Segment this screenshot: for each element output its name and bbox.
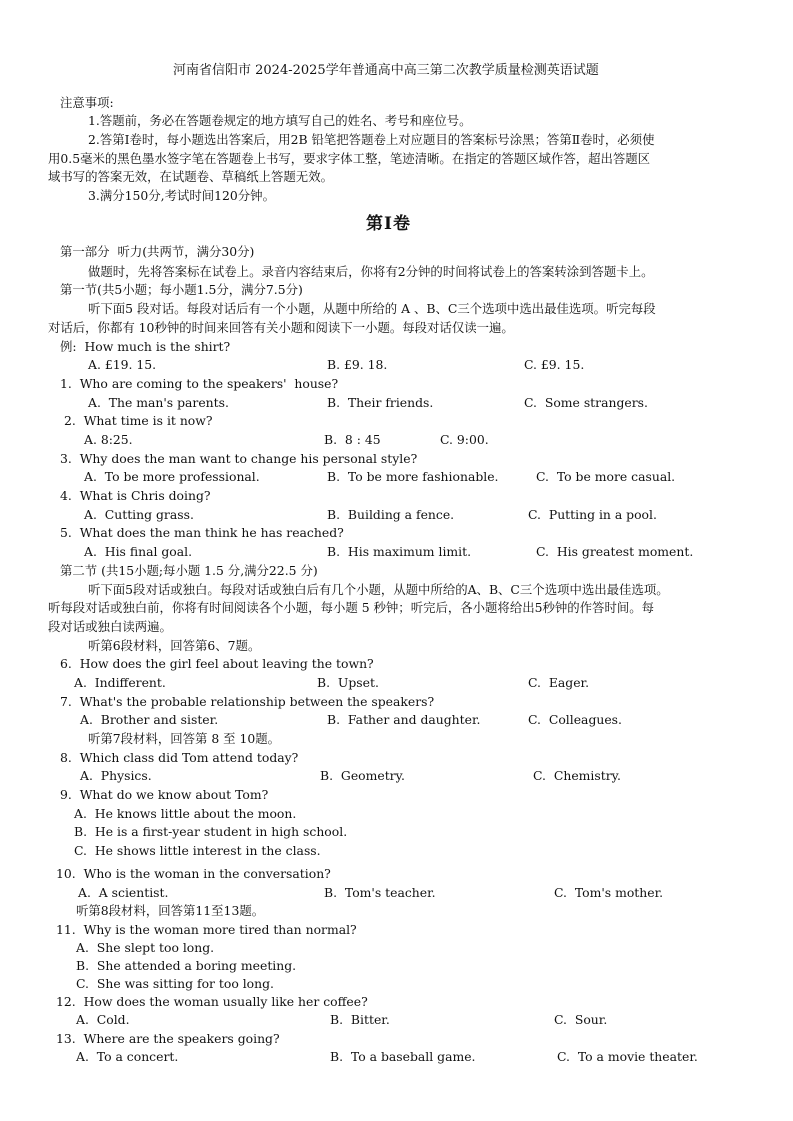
notice-item-3: 3.满分150分,考试时间120分钟。 [88, 188, 275, 203]
option-b: B. To a baseball game. [330, 1049, 476, 1064]
exam-title: 河南省信阳市 2024-2025学年普通高中高三第二次教学质量检测英语试题 [173, 63, 599, 78]
option-a: A. Cold. [76, 1012, 130, 1027]
notice-item-2-cont: 域书写的答案无效，在试题卷、草稿纸上答题无效。 [48, 169, 333, 184]
section-instruction-cont: 对话后，你都有 10秒钟的时间来回答有关小题和阅读下一小题。每段对话仅读一遍。 [48, 320, 514, 335]
option-a: A. £19. 15. [88, 357, 157, 372]
option-b: B. £9. 18. [327, 357, 388, 372]
option-a: A. She slept too long. [76, 940, 215, 955]
section-heading: 第二节 (共15小题;每小题 1.5 分,满分22.5 分) [60, 563, 318, 578]
option-a: A. A scientist. [78, 885, 169, 900]
question-stem: 2. What time is it now? [64, 413, 213, 428]
option-a: A. Indifferent. [74, 675, 166, 690]
section-heading: 第一节(共5小题；每小题1.5分，满分7.5分) [60, 282, 303, 297]
question-stem: 5. What does the man think he has reached? [60, 525, 344, 540]
section-instruction: 听下面5段对话或独白。每段对话或独白后有几个小题，从题中所给的A、B、C三个选项中选出最佳选项。 [88, 582, 669, 597]
material-heading: 听第6段材料，回答第6、7题。 [88, 638, 261, 653]
option-c: C. £9. 15. [524, 357, 585, 372]
option-a: A. Brother and sister. [80, 712, 219, 727]
option-c: C. 9:00. [440, 432, 489, 447]
question-stem: 8. Which class did Tom attend today? [60, 750, 299, 765]
option-b: B. He is a first-year student in high school. [74, 824, 348, 839]
option-a: A. Physics. [80, 768, 152, 783]
option-b: B. She attended a boring meeting. [76, 958, 297, 973]
volume-title: 第Ⅰ卷 [366, 214, 411, 234]
question-stem: 3. Why does the man want to change his personal style? [60, 451, 418, 466]
option-c: C. To be more casual. [536, 469, 676, 484]
notice-item-2-cont: 用0.5毫米的黑色墨水签字笔在答题卷上书写，要求字体工整，笔迹清晰。在指定的答题区域作答，超出答题区 [48, 151, 651, 166]
question-stem: 6. How does the girl feel about leaving the town? [60, 656, 374, 671]
option-a: A. To a concert. [76, 1049, 179, 1064]
option-b: B. Building a fence. [327, 507, 455, 522]
option-c: C. Some strangers. [524, 395, 648, 410]
question-stem: 例: How much is the shirt? [60, 339, 231, 354]
section-instruction-cont: 段对话或独白读两遍。 [48, 619, 172, 634]
option-c: C. To a movie theater. [557, 1049, 698, 1064]
part-instruction: 做题时，先将答案标在试卷上。录音内容结束后，你将有2分钟的时间将试卷上的答案转涂到答题卡上。 [88, 264, 654, 279]
question-stem: 1. Who are coming to the speakers' house? [60, 376, 339, 391]
notice-item-1: 1.答题前，务必在答题卷规定的地方填写自己的姓名、考号和座位号。 [88, 113, 472, 128]
option-c: C. She was sitting for too long. [76, 976, 274, 991]
question-stem: 13. Where are the speakers going? [56, 1031, 280, 1046]
option-b: B. Tom's teacher. [324, 885, 436, 900]
part-heading: 第一部分 听力(共两节，满分30分) [60, 244, 255, 259]
option-b: B. Father and daughter. [327, 712, 481, 727]
option-c: C. Chemistry. [533, 768, 621, 783]
option-b: B. 8 : 45 [324, 432, 381, 447]
option-a: A. He knows little about the moon. [74, 806, 297, 821]
notice-heading: 注意事项: [60, 95, 114, 110]
option-c: C. Sour. [554, 1012, 608, 1027]
option-a: A. Cutting grass. [84, 507, 194, 522]
option-c: C. Eager. [528, 675, 590, 690]
option-a: A. To be more professional. [84, 469, 260, 484]
question-stem: 11. Why is the woman more tired than normal? [56, 922, 357, 937]
material-heading: 听第7段材料，回答第 8 至 10题。 [88, 731, 281, 746]
notice-item-2: 2.答第Ⅰ卷时，每小题选出答案后，用2B 铅笔把答题卷上对应题目的答案标号涂黑；答第Ⅱ卷时，必须使 [88, 132, 655, 147]
option-c: C. Tom's mother. [554, 885, 664, 900]
option-c: C. Putting in a pool. [528, 507, 657, 522]
option-b: B. Geometry. [320, 768, 405, 783]
material-heading: 听第8段材料，回答第11至13题。 [76, 903, 265, 918]
option-b: B. His maximum limit. [327, 544, 472, 559]
option-c: C. He shows little interest in the class. [74, 843, 321, 858]
option-c: C. His greatest moment. [536, 544, 694, 559]
option-b: B. Their friends. [327, 395, 434, 410]
question-stem: 4. What is Chris doing? [60, 488, 211, 503]
question-stem: 10. Who is the woman in the conversation? [56, 866, 331, 881]
section-instruction-cont: 听每段对话或独白前，你将有时间阅读各个小题，每小题 5 秒钟；听完后，各小题将给出5秒钟的作答时间。每 [48, 600, 655, 615]
option-a: A. The man's parents. [88, 395, 229, 410]
option-a: A. His final goal. [84, 544, 193, 559]
option-b: B. Bitter. [330, 1012, 390, 1027]
option-c: C. Colleagues. [528, 712, 622, 727]
option-b: B. Upset. [317, 675, 379, 690]
question-stem: 7. What's the probable relationship between the speakers? [60, 694, 435, 709]
option-a: A. 8:25. [84, 432, 133, 447]
question-stem: 12. How does the woman usually like her coffee? [56, 994, 368, 1009]
option-b: B. To be more fashionable. [327, 469, 499, 484]
section-instruction: 听下面5 段对话。每段对话后有一个小题，从题中所给的 A 、B、C三个选项中选出最佳选项。听完每段 [88, 301, 656, 316]
question-stem: 9. What do we know about Tom? [60, 787, 269, 802]
